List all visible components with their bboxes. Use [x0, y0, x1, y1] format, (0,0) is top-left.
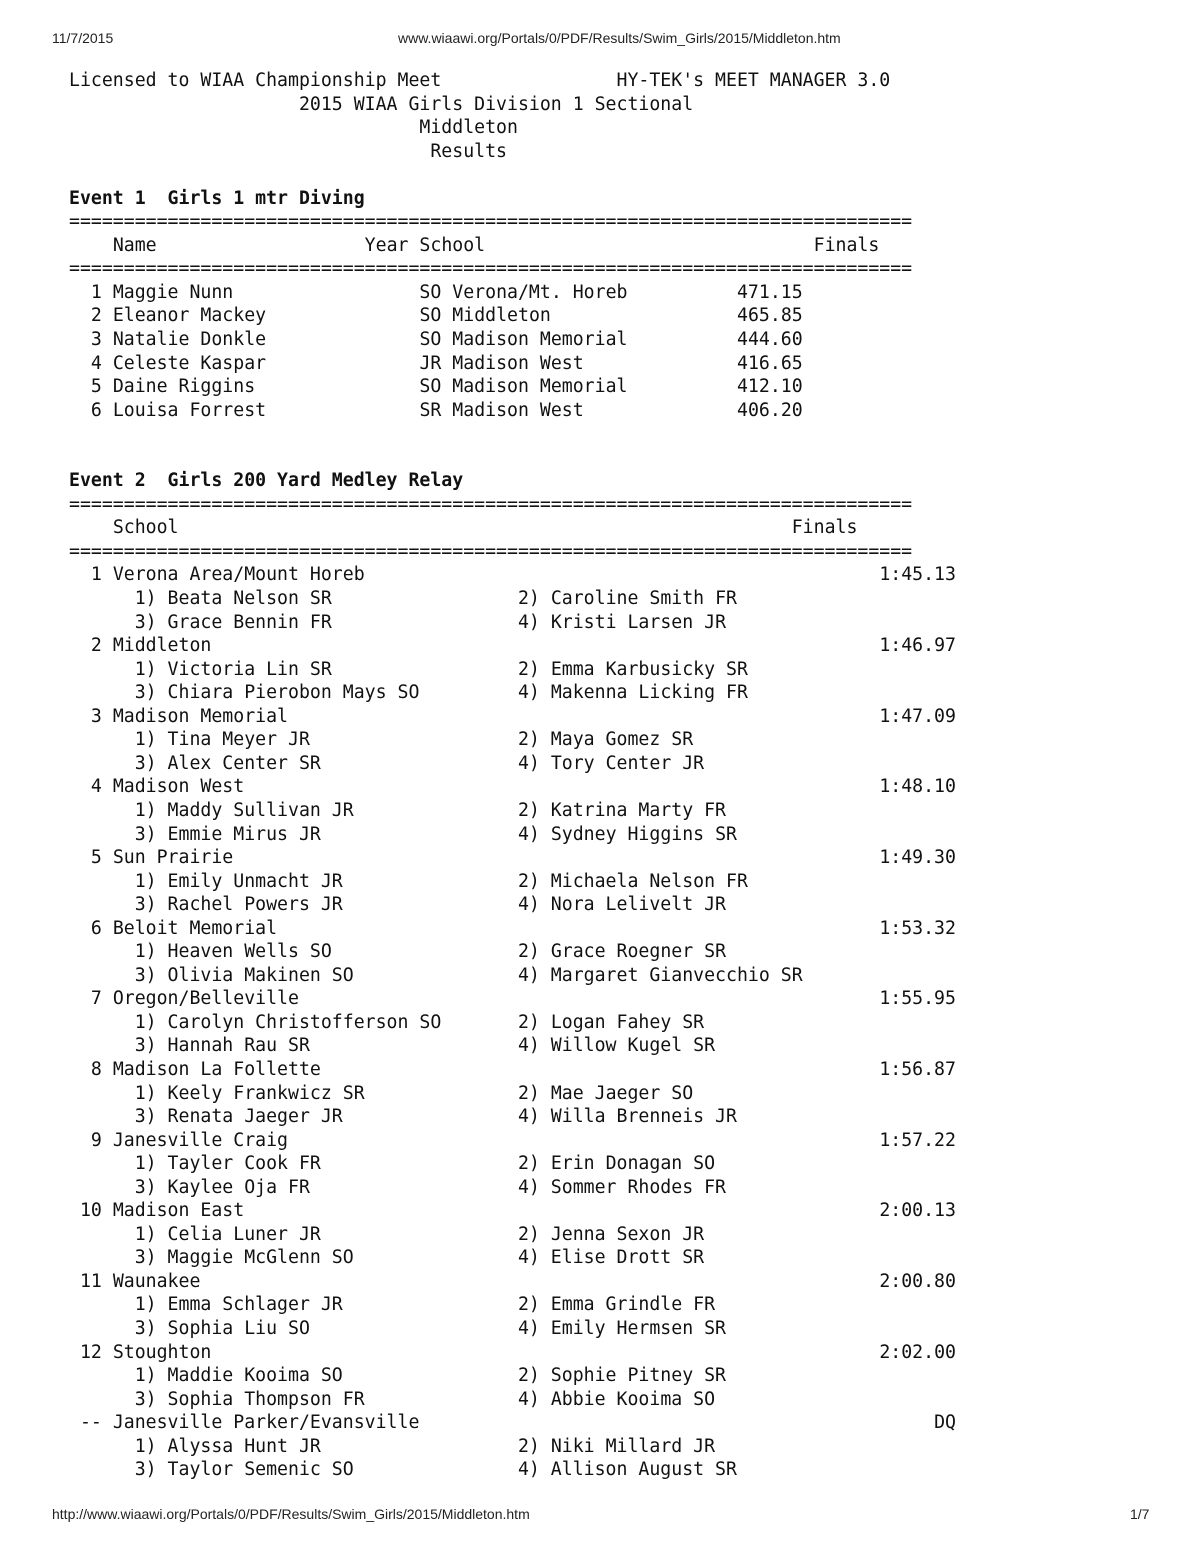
relay-swimmer: 4) Elise Drott SR — [517, 1247, 705, 1269]
meet-location: Middleton — [419, 117, 518, 139]
relay-swimmer: 3) Sophia Liu SO — [134, 1317, 310, 1339]
relay-swimmer: 3) Alex Center SR — [134, 752, 321, 774]
school-name: Janesville Craig — [112, 1129, 289, 1151]
relay-swimmer: 1) Heaven Wells SO — [134, 941, 332, 963]
school-name: Janesville Parker/Evansville — [112, 1412, 420, 1434]
relay-swimmer: 3) Olivia Makinen SO — [134, 964, 354, 986]
relay-swimmer: 2) Logan Fahey SR — [517, 1011, 705, 1033]
final-time: 1:46.97 — [879, 635, 956, 657]
relay-swimmer: 4) Margaret Gianvecchio SR — [517, 964, 803, 986]
column-header-finals: Finals — [791, 517, 858, 539]
diving-result-row — [69, 282, 803, 303]
relay-swimmer: 1) Emma Schlager JR — [134, 1294, 343, 1316]
relay-swimmer: 2) Jenna Sexon JR — [517, 1223, 705, 1245]
relay-swimmer: 2) Caroline Smith FR — [517, 588, 737, 610]
school-name: Stoughton — [112, 1341, 212, 1363]
final-time: 2:00.80 — [879, 1270, 956, 1292]
relay-swimmer: 2) Emma Karbusicky SR — [517, 658, 748, 680]
relay-result-row — [69, 1200, 956, 1268]
print-url-footer: http://www.wiaawi.org/Portals/0/PDF/Results/Swim_Girls/2015/Middleton.htm — [52, 1506, 530, 1522]
result-place: 2 — [69, 305, 102, 327]
final-time: 1:45.13 — [879, 564, 956, 586]
relay-swimmer: 2) Niki Millard JR — [517, 1435, 716, 1457]
final-time: 1:55.95 — [879, 988, 956, 1010]
final-time: 1:57.22 — [879, 1129, 956, 1151]
relay-result-row — [69, 847, 956, 915]
relay-result-row — [69, 706, 956, 774]
final-score: 465.85 — [737, 305, 803, 327]
print-url-header: www.wiaawi.org/Portals/0/PDF/Results/Swim_Girls/2015/Middleton.htm — [398, 30, 841, 46]
swimmer-name: Eleanor Mackey — [112, 305, 267, 327]
school-name: Beloit Memorial — [112, 917, 278, 939]
license-text: Licensed to WIAA Championship Meet — [69, 70, 442, 91]
relay-swimmer: 1) Maddie Kooima SO — [134, 1365, 343, 1387]
final-score: 444.60 — [737, 329, 803, 351]
relay-result-row — [69, 1059, 956, 1127]
result-place: 1 — [69, 281, 102, 303]
relay-swimmer: 1) Emily Unmacht JR — [134, 870, 343, 892]
swimmer-name: Daine Riggins — [112, 376, 256, 398]
separator: ============================================================================= — [69, 258, 913, 280]
relay-result-row — [69, 1342, 956, 1410]
school-name: Waunakee — [112, 1270, 201, 1292]
school-name: Madison Memorial — [452, 329, 628, 351]
swimmer-year: SO — [419, 376, 442, 398]
result-place: 4 — [69, 352, 102, 374]
result-place: 11 — [69, 1270, 102, 1292]
result-place: 1 — [69, 564, 102, 586]
result-place: 8 — [69, 1058, 102, 1080]
result-place: 10 — [69, 1200, 102, 1222]
relay-swimmer: 1) Beata Nelson SR — [134, 588, 332, 610]
swimmer-year: JR — [419, 352, 442, 374]
relay-result-row — [69, 988, 956, 1056]
report-subtitle: Results — [430, 140, 507, 162]
diving-result-row — [69, 353, 803, 374]
school-name: Verona Area/Mount Horeb — [112, 564, 365, 586]
relay-swimmer: 1) Tina Meyer JR — [134, 729, 310, 751]
school-name: Madison West — [112, 776, 245, 798]
relay-swimmer: 1) Keely Frankwicz SR — [134, 1082, 365, 1104]
final-score: 471.15 — [736, 281, 803, 303]
separator: ============================================================================= — [69, 493, 913, 515]
school-name: Madison La Follette — [112, 1058, 321, 1080]
column-header-name: Name — [112, 234, 157, 256]
diving-result-row — [69, 376, 803, 397]
relay-swimmer: 2) Emma Grindle FR — [517, 1294, 716, 1316]
swimmer-name: Celeste Kaspar — [112, 352, 267, 374]
result-place: 6 — [69, 399, 102, 421]
relay-result-row — [69, 918, 956, 986]
relay-swimmer: 3) Renata Jaeger JR — [134, 1106, 343, 1128]
final-time: 1:56.87 — [879, 1058, 956, 1080]
school-name: Madison East — [112, 1200, 245, 1222]
diving-result-row — [69, 329, 803, 350]
column-header-year-school: Year School — [364, 234, 486, 256]
result-place: -- — [69, 1412, 102, 1434]
relay-swimmer: 2) Grace Roegner SR — [517, 941, 727, 963]
result-place: 3 — [69, 329, 102, 351]
result-place: 3 — [69, 705, 102, 727]
relay-swimmer: 1) Tayler Cook FR — [134, 1153, 321, 1175]
relay-swimmer: 2) Erin Donagan SO — [517, 1153, 716, 1175]
final-time: 1:48.10 — [879, 776, 956, 798]
result-place: 4 — [69, 776, 102, 798]
swimmer-name: Natalie Donkle — [112, 329, 267, 351]
relay-swimmer: 4) Allison August SR — [517, 1459, 737, 1481]
result-place: 5 — [69, 847, 102, 869]
relay-swimmer: 3) Hannah Rau SR — [134, 1035, 310, 1057]
school-name: Middleton — [112, 635, 212, 657]
swimmer-year: SR — [419, 399, 442, 421]
relay-result-row — [69, 776, 956, 844]
event1-title: Event 1 Girls 1 mtr Diving — [69, 187, 365, 209]
school-name: Oregon/Belleville — [112, 988, 299, 1010]
relay-swimmer: 3) Chiara Pierobon Mays SO — [134, 682, 420, 704]
diving-result-row — [69, 305, 803, 326]
event2-title: Event 2 Girls 200 Yard Medley Relay — [69, 470, 464, 492]
relay-swimmer: 3) Taylor Semenic SO — [134, 1459, 354, 1481]
separator: ============================================================================= — [69, 211, 913, 233]
final-time: 2:02.00 — [879, 1341, 956, 1363]
swimmer-year: SO — [419, 281, 442, 303]
result-place: 9 — [69, 1129, 102, 1151]
relay-swimmer: 1) Maddy Sullivan JR — [134, 799, 354, 821]
relay-swimmer: 3) Kaylee Oja FR — [134, 1176, 310, 1198]
school-name: Madison West — [452, 352, 584, 374]
meet-title: 2015 WIAA Girls Division 1 Sectional — [298, 93, 694, 115]
column-header-school: School — [112, 517, 179, 539]
print-date: 11/7/2015 — [52, 30, 114, 46]
relay-swimmer: 4) Abbie Kooima SO — [517, 1388, 716, 1410]
relay-swimmer: 2) Sophie Pitney SR — [517, 1365, 726, 1387]
swimmer-year: SO — [419, 329, 442, 351]
relay-swimmer: 4) Willa Brenneis JR — [517, 1106, 737, 1128]
result-place: 12 — [69, 1341, 102, 1363]
school-name: Madison Memorial — [112, 705, 289, 727]
result-place: 5 — [69, 376, 102, 398]
school-name: Madison Memorial — [452, 376, 628, 398]
relay-result-row — [69, 1271, 956, 1339]
relay-result-row — [69, 1130, 956, 1198]
relay-swimmer: 4) Sommer Rhodes FR — [517, 1176, 726, 1198]
result-place: 6 — [69, 917, 102, 939]
column-header-finals: Finals — [813, 234, 880, 256]
final-score: 406.20 — [737, 399, 803, 421]
final-time: 1:47.09 — [879, 705, 956, 727]
relay-result-row — [69, 1412, 956, 1480]
relay-result-row — [69, 564, 956, 632]
relay-swimmer: 4) Emily Hermsen SR — [517, 1317, 726, 1339]
final-time: 1:53.32 — [879, 917, 956, 939]
swimmer-name: Louisa Forrest — [112, 399, 267, 421]
separator: ============================================================================= — [69, 540, 913, 562]
result-place: 7 — [69, 988, 102, 1010]
swimmer-name: Maggie Nunn — [112, 281, 234, 303]
relay-swimmer: 2) Katrina Marty FR — [517, 799, 726, 821]
page-number: 1/7 — [1130, 1506, 1150, 1522]
relay-swimmer: 1) Carolyn Christofferson SO — [134, 1011, 442, 1033]
relay-swimmer: 1) Alyssa Hunt JR — [134, 1435, 321, 1457]
results-report — [69, 69, 956, 1482]
school-name: Sun Prairie — [112, 847, 234, 869]
relay-swimmer: 4) Makenna Licking FR — [517, 682, 748, 704]
relay-swimmer: 4) Sydney Higgins SR — [517, 823, 737, 845]
swimmer-year: SO — [419, 305, 442, 327]
relay-swimmer: 3) Grace Bennin FR — [134, 611, 332, 633]
relay-swimmer: 4) Tory Center JR — [517, 752, 705, 774]
final-score: 412.10 — [736, 376, 803, 398]
final-time: DQ — [934, 1412, 956, 1434]
school-name: Verona/Mt. Horeb — [452, 281, 628, 303]
relay-swimmer: 4) Kristi Larsen JR — [517, 611, 727, 633]
result-place: 2 — [69, 635, 102, 657]
relay-swimmer: 3) Sophia Thompson FR — [134, 1388, 365, 1410]
relay-swimmer: 4) Nora Lelivelt JR — [517, 894, 726, 916]
software-name: HY-TEK's MEET MANAGER 3.0 — [616, 70, 891, 91]
relay-swimmer: 3) Emmie Mirus JR — [134, 823, 321, 845]
relay-swimmer: 2) Mae Jaeger SO — [517, 1082, 694, 1104]
relay-swimmer: 1) Celia Luner JR — [134, 1223, 321, 1245]
school-name: Middleton — [452, 305, 551, 327]
final-score: 416.65 — [737, 352, 803, 374]
relay-swimmer: 3) Rachel Powers JR — [134, 894, 343, 916]
relay-swimmer: 2) Maya Gomez SR — [517, 729, 694, 751]
final-time: 2:00.13 — [879, 1200, 956, 1222]
relay-swimmer: 2) Michaela Nelson FR — [517, 870, 748, 892]
relay-swimmer: 3) Maggie McGlenn SO — [134, 1247, 354, 1269]
relay-result-row — [69, 635, 956, 703]
relay-swimmer: 1) Victoria Lin SR — [134, 658, 332, 680]
school-name: Madison West — [452, 399, 584, 421]
final-time: 1:49.30 — [879, 847, 956, 869]
diving-result-row — [69, 400, 803, 421]
relay-swimmer: 4) Willow Kugel SR — [517, 1035, 716, 1057]
